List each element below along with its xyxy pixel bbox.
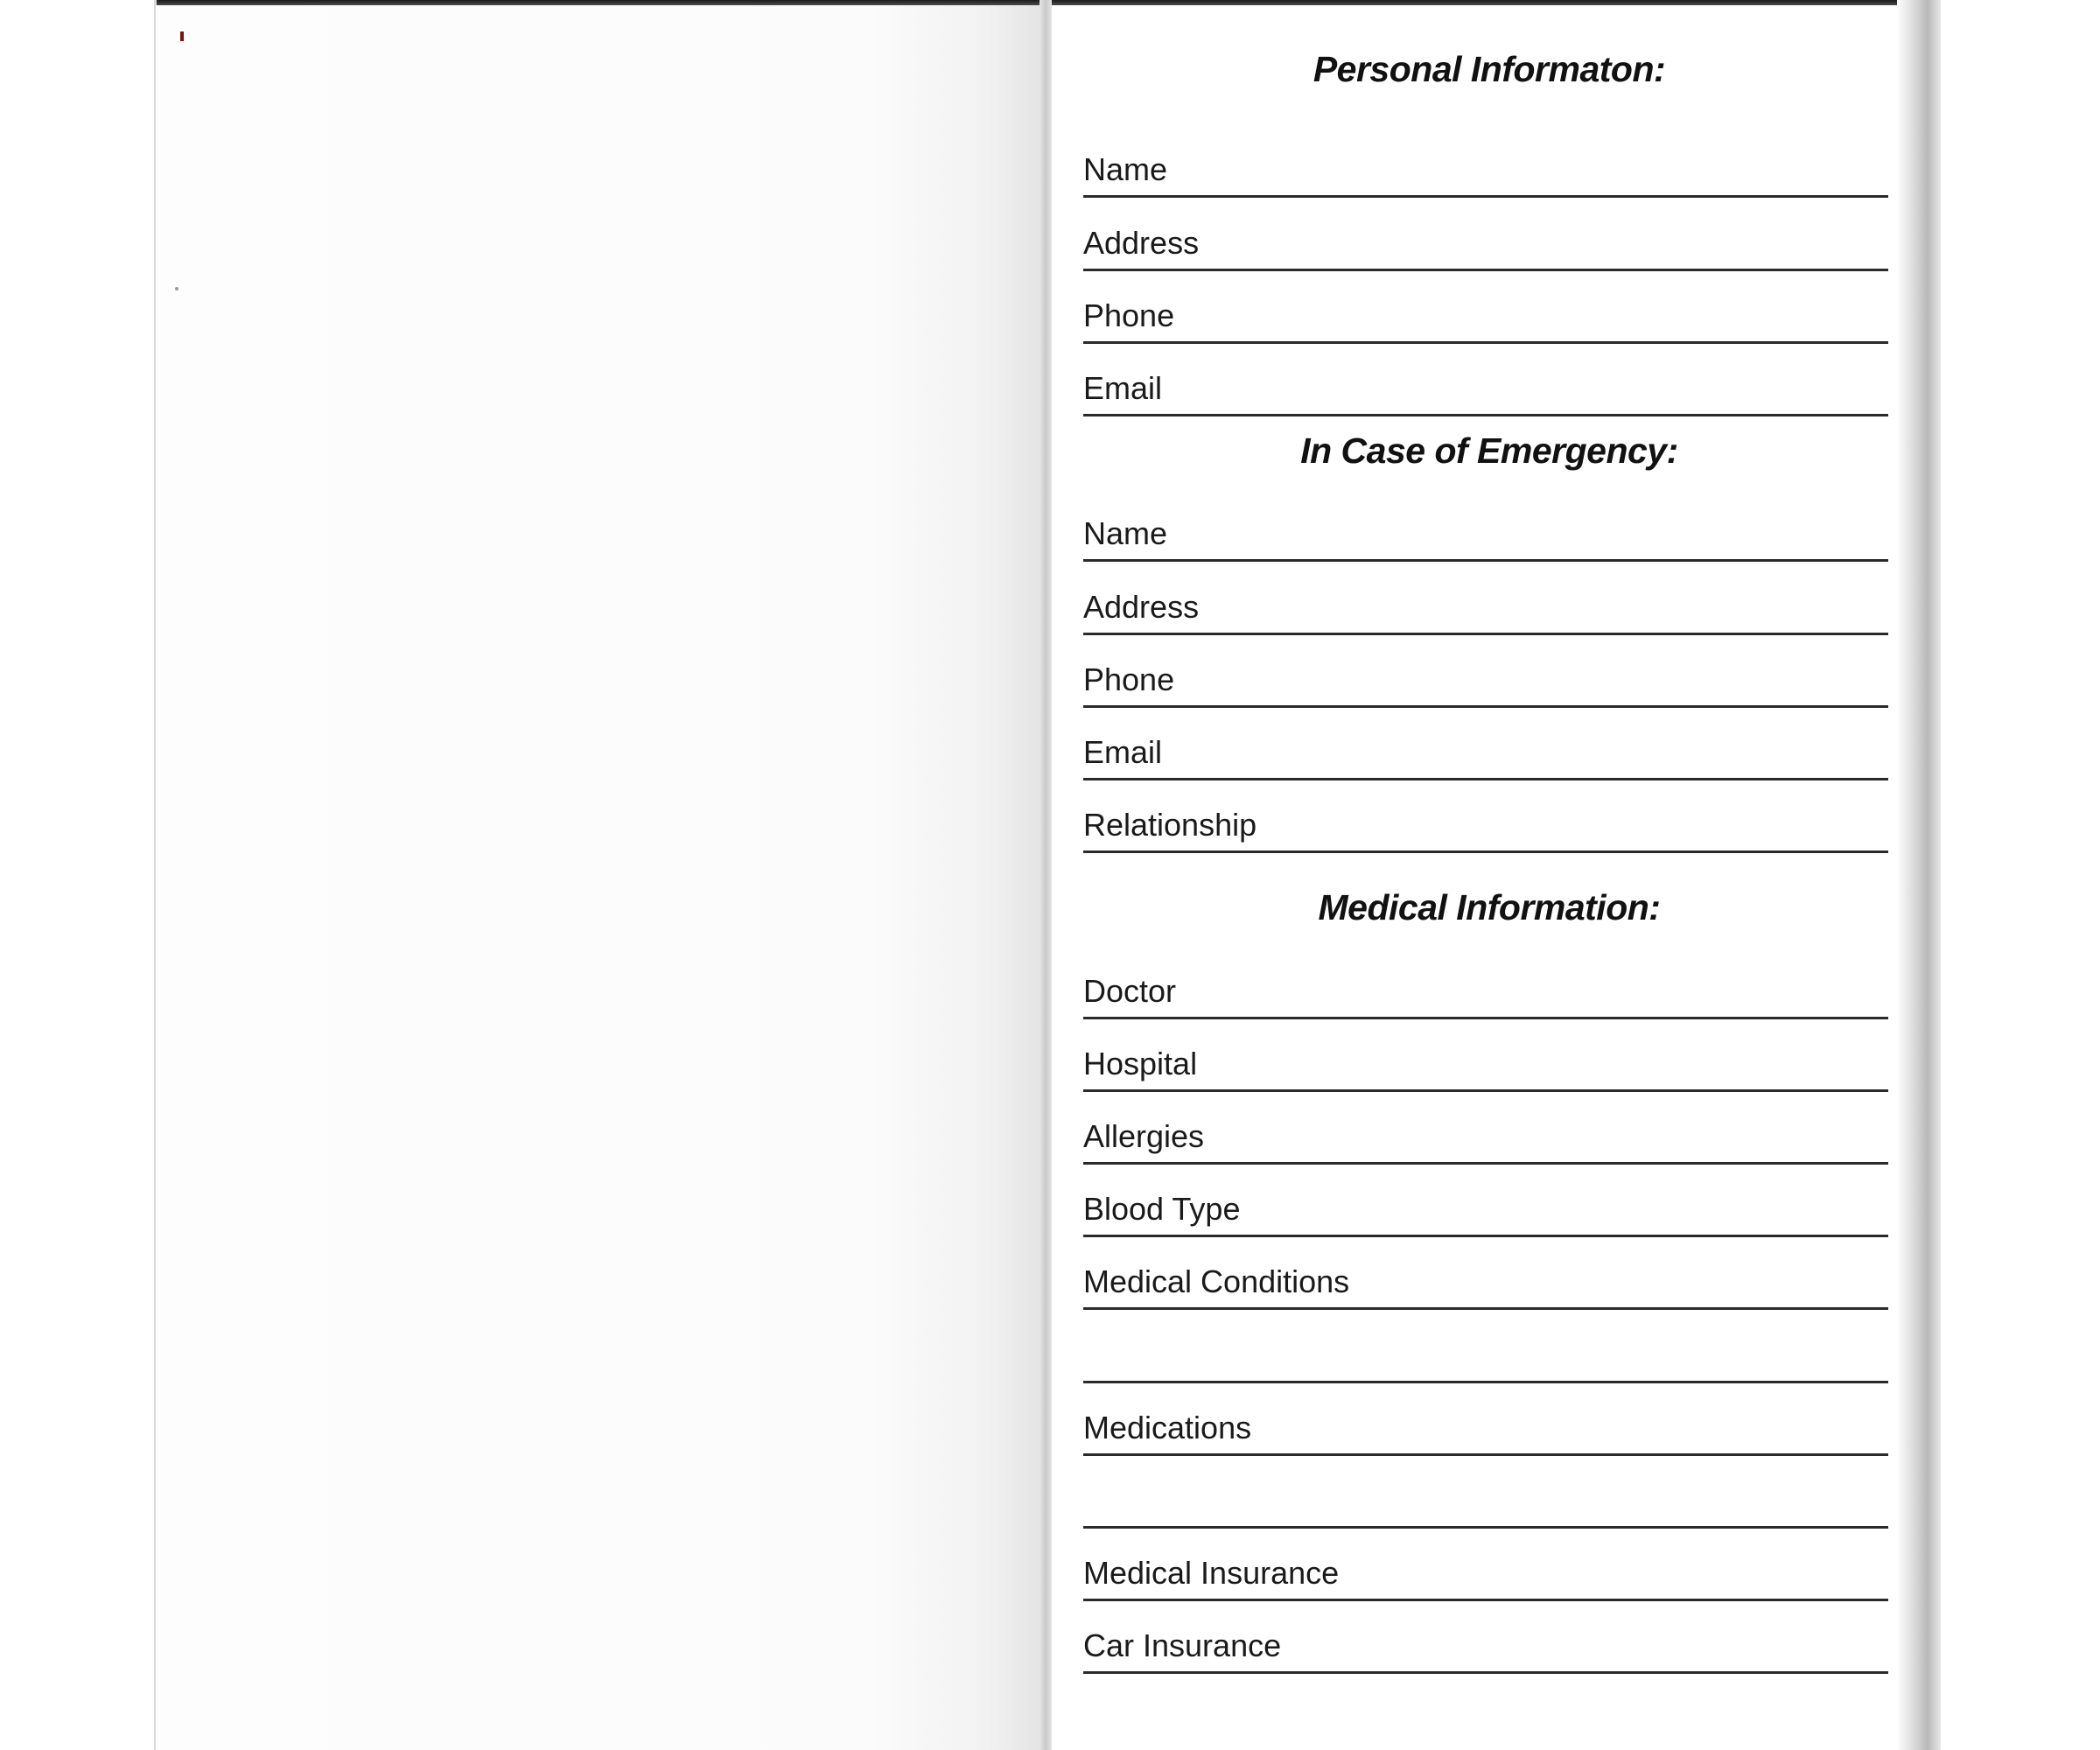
- medical-conditions-extra-line[interactable]: [1083, 1340, 1888, 1383]
- field-label: Allergies: [1083, 1118, 1205, 1154]
- medical-info-heading: Medical Information:: [1318, 887, 1661, 928]
- field-label: Medical Insurance: [1083, 1555, 1340, 1591]
- allergies-field[interactable]: [1083, 1118, 1888, 1165]
- field-label: Blood Type: [1083, 1191, 1241, 1227]
- print-mark: [180, 32, 184, 41]
- right-page-edge-shadow: [1897, 0, 1941, 1750]
- field-label: Phone: [1083, 662, 1175, 697]
- car-insurance-field[interactable]: [1083, 1628, 1888, 1674]
- personal-info-heading: Personal Informaton:: [1312, 49, 1666, 89]
- field-label: Relationship: [1083, 807, 1257, 843]
- field-label: Hospital: [1083, 1046, 1198, 1082]
- field-label: Address: [1083, 225, 1200, 261]
- emergency-email-field[interactable]: [1083, 734, 1888, 780]
- field-label: Car Insurance: [1083, 1628, 1282, 1663]
- field-label: Medical Conditions: [1083, 1264, 1350, 1299]
- personal-email-field[interactable]: [1083, 370, 1888, 416]
- emergency-relationship-field[interactable]: [1083, 807, 1888, 853]
- emergency-name-field[interactable]: [1083, 515, 1888, 562]
- field-label: Name: [1083, 151, 1168, 187]
- personal-name-field[interactable]: [1083, 151, 1888, 198]
- personal-phone-field[interactable]: [1083, 298, 1888, 344]
- medical-insurance-field[interactable]: [1083, 1555, 1888, 1601]
- field-label: Email: [1083, 370, 1163, 406]
- left-page-blank: [156, 5, 1048, 1750]
- medications-field[interactable]: [1083, 1410, 1888, 1456]
- field-label: Doctor: [1083, 973, 1177, 1009]
- medications-extra-line[interactable]: [1083, 1486, 1888, 1529]
- medical-conditions-field[interactable]: [1083, 1264, 1888, 1310]
- booklet-spine: [1040, 0, 1052, 1750]
- personal-address-field[interactable]: [1083, 225, 1888, 271]
- blood-type-field[interactable]: [1083, 1191, 1888, 1237]
- field-label: Phone: [1083, 298, 1175, 333]
- doctor-field[interactable]: [1083, 973, 1888, 1019]
- hospital-field[interactable]: [1083, 1046, 1888, 1092]
- emergency-phone-field[interactable]: [1083, 662, 1888, 708]
- field-label: Medications: [1083, 1410, 1252, 1446]
- emergency-address-field[interactable]: [1083, 589, 1888, 635]
- paper-speck: [175, 287, 178, 290]
- emergency-heading: In Case of Emergency:: [1300, 430, 1678, 471]
- field-label: Address: [1083, 589, 1200, 625]
- field-label: Name: [1083, 515, 1168, 551]
- field-label: Email: [1083, 734, 1163, 770]
